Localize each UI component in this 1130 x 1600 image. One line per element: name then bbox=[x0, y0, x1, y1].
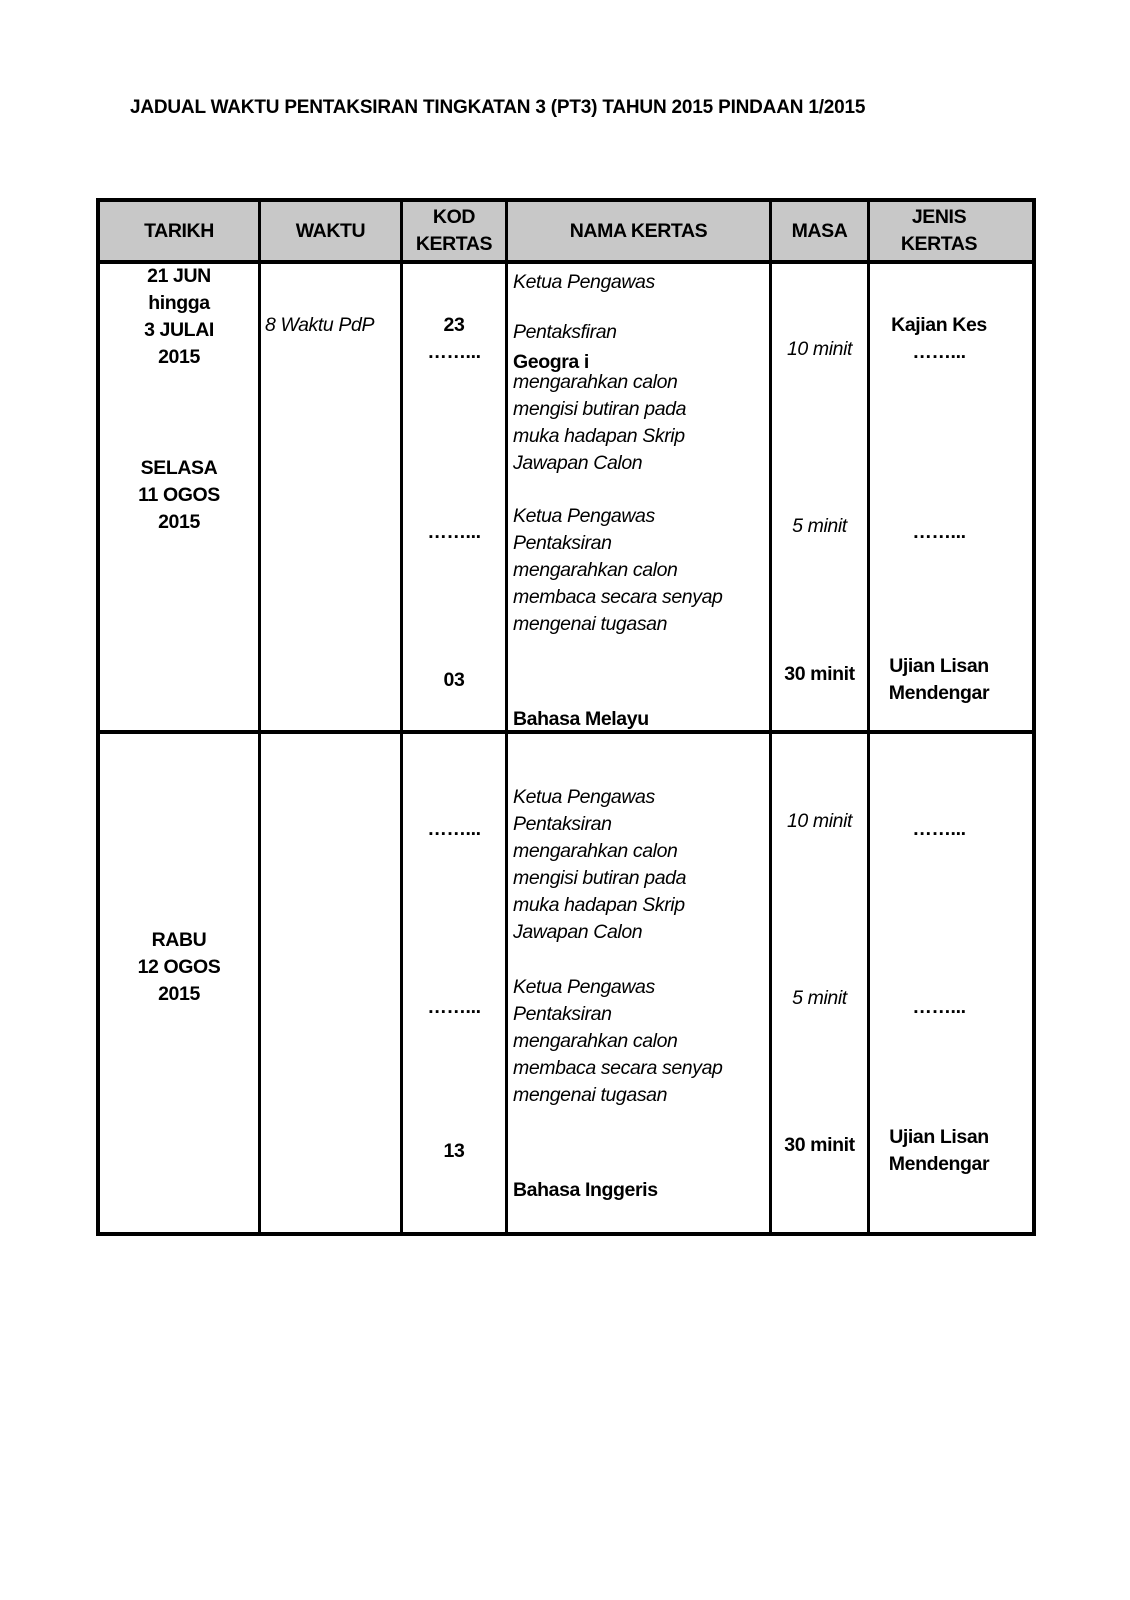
header-nama: NAMA KERTAS bbox=[569, 220, 708, 242]
subject-name: Geogra i bbox=[513, 351, 589, 373]
kod-kertas: 23 bbox=[443, 314, 465, 336]
date-line: 2015 bbox=[158, 346, 200, 368]
instruction-line: mengenai tugasan bbox=[513, 613, 668, 635]
placeholder-dots: ……... bbox=[912, 818, 966, 840]
date-line: 2015 bbox=[158, 983, 200, 1005]
date-cell bbox=[100, 455, 258, 536]
instruction-text bbox=[513, 503, 722, 638]
instruction-line: mengenai tugasan bbox=[513, 1084, 668, 1106]
header-jenis-line2: KERTAS bbox=[900, 233, 978, 255]
instruction-line: Ketua Pengawas bbox=[513, 976, 655, 998]
instruction-text bbox=[513, 784, 686, 946]
instruction-line: mengisi butiran pada bbox=[513, 867, 687, 889]
page-title: JADUAL WAKTU PENTAKSIRAN TINGKATAN 3 (PT3) TAHUN 2015 PINDAAN 1/2015 bbox=[130, 97, 866, 118]
date-line: 21 JUN bbox=[147, 265, 211, 287]
instruction-line: muka hadapan Skrip bbox=[513, 894, 685, 916]
instruction-line: mengarahkan calon bbox=[513, 840, 678, 862]
instruction-text bbox=[513, 974, 722, 1109]
instruction-line: mengarahkan calon bbox=[513, 371, 678, 393]
instruction-line: Pentaksiran bbox=[513, 532, 612, 554]
date-line: 3 JULAI bbox=[144, 319, 214, 341]
date-line: 12 OGOS bbox=[137, 956, 221, 978]
placeholder-dots: ……... bbox=[912, 521, 966, 543]
instruction-line: membaca secara senyap bbox=[513, 586, 723, 608]
instruction-line: Jawapan Calon bbox=[513, 921, 643, 943]
placeholder-dots: ……... bbox=[427, 818, 481, 840]
date-line: RABU bbox=[151, 929, 207, 951]
header-jenis-line1: JENIS bbox=[911, 206, 967, 228]
jenis-kertas bbox=[870, 1124, 1008, 1178]
masa-value: 5 minit bbox=[792, 987, 847, 1009]
column-divider bbox=[258, 202, 261, 1232]
header-tarikh: TARIKH bbox=[144, 220, 214, 242]
header-kod-line2: KERTAS bbox=[415, 233, 493, 255]
placeholder-dots: ……... bbox=[912, 341, 966, 363]
placeholder-dots: ……... bbox=[912, 996, 966, 1018]
jenis-kertas bbox=[870, 653, 1008, 707]
kod-kertas: 13 bbox=[443, 1140, 465, 1162]
date-line: SELASA bbox=[140, 457, 218, 479]
instruction-line: Jawapan Calon bbox=[513, 452, 643, 474]
jenis-line: Mendengar bbox=[888, 682, 990, 704]
date-cell bbox=[100, 927, 258, 1008]
instruction-line: mengarahkan calon bbox=[513, 1030, 678, 1052]
instruction-line: Pentaksiran bbox=[513, 1003, 612, 1025]
instruction-text: Ketua Pengawas bbox=[513, 271, 655, 293]
instruction-line: Ketua Pengawas bbox=[513, 786, 655, 808]
header-waktu: WAKTU bbox=[295, 220, 366, 242]
instruction-text bbox=[513, 369, 686, 477]
date-line: 2015 bbox=[158, 511, 200, 533]
date-line: hingga bbox=[148, 292, 210, 314]
waktu-value: 8 Waktu PdP bbox=[265, 314, 375, 336]
instruction-line: Pentaksiran bbox=[513, 813, 612, 835]
jenis-line: Mendengar bbox=[888, 1153, 990, 1175]
masa-value: 5 minit bbox=[792, 515, 847, 537]
subject-name: Bahasa Inggeris bbox=[513, 1179, 658, 1201]
column-divider bbox=[505, 202, 508, 1232]
instruction-line: muka hadapan Skrip bbox=[513, 425, 685, 447]
header-masa: MASA bbox=[791, 220, 848, 242]
placeholder-dots: ……... bbox=[427, 521, 481, 543]
instruction-line: membaca secara senyap bbox=[513, 1057, 723, 1079]
placeholder-dots: ……... bbox=[427, 996, 481, 1018]
masa-value: 30 minit bbox=[784, 663, 855, 685]
masa-value: 10 minit bbox=[786, 338, 853, 360]
masa-value: 30 minit bbox=[784, 1134, 855, 1156]
instruction-line: Ketua Pengawas bbox=[513, 505, 655, 527]
jenis-kertas: Kajian Kes bbox=[891, 314, 987, 336]
masa-value: 10 minit bbox=[786, 810, 853, 832]
timetable bbox=[96, 198, 1036, 1236]
header-kod-line1: KOD bbox=[432, 206, 476, 228]
instruction-line: mengarahkan calon bbox=[513, 559, 678, 581]
jenis-line: Ujian Lisan bbox=[889, 1126, 989, 1148]
kod-kertas: 03 bbox=[443, 669, 465, 691]
subject-name: Bahasa Melayu bbox=[513, 708, 649, 730]
instruction-line: mengisi butiran pada bbox=[513, 398, 687, 420]
jenis-line: Ujian Lisan bbox=[889, 655, 989, 677]
instruction-text: Pentaksfiran bbox=[513, 321, 617, 343]
placeholder-dots: ……... bbox=[427, 341, 481, 363]
date-cell bbox=[100, 263, 258, 371]
date-line: 11 OGOS bbox=[138, 484, 220, 506]
